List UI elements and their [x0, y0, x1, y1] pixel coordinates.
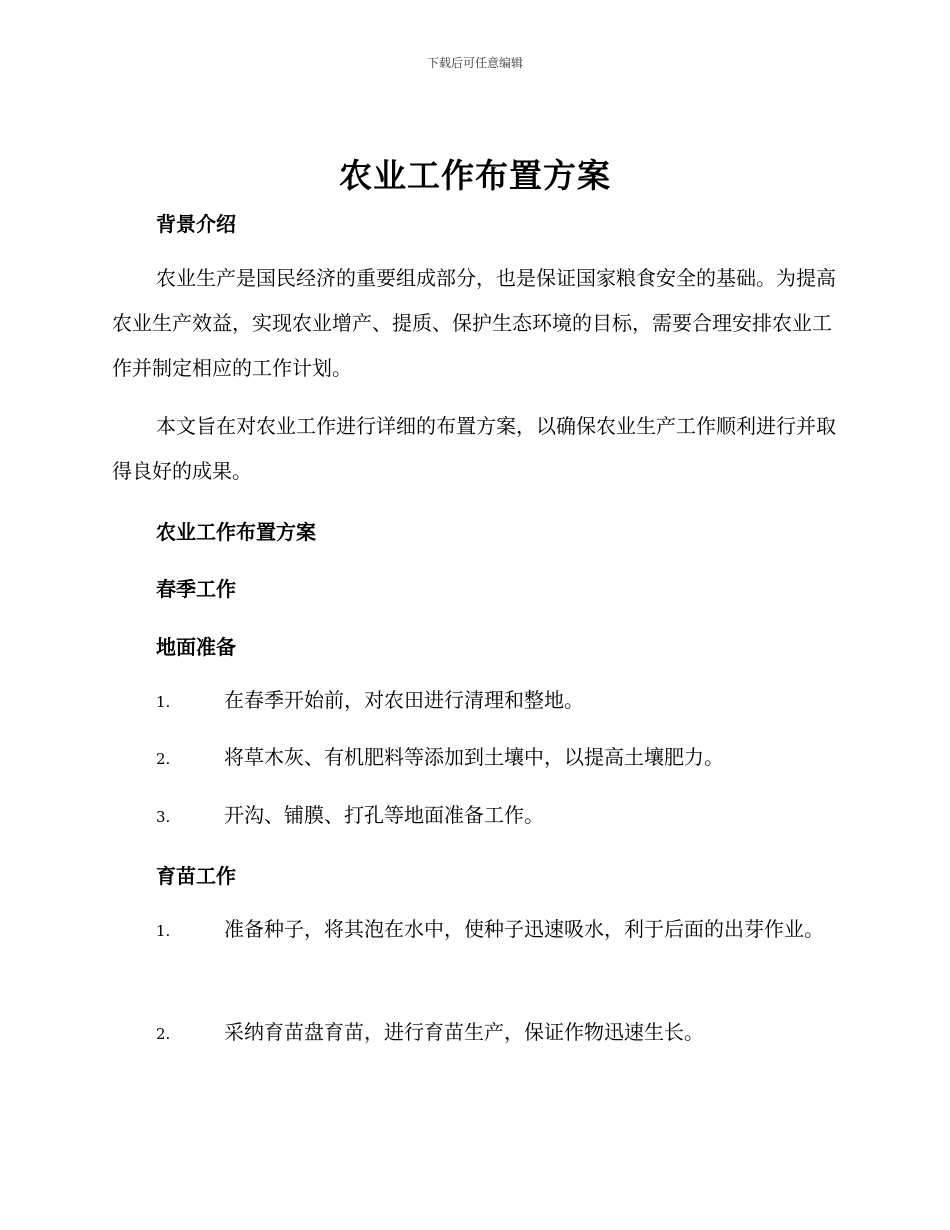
- list-item-text: 在春季开始前，对农田进行清理和整地。: [224, 688, 584, 712]
- list-item-text: 开沟、铺膜、打孔等地面准备工作。: [224, 803, 544, 827]
- list-item-text: 采纳育苗盘育苗，进行育苗生产，保证作物迅速生长。: [224, 1020, 704, 1044]
- list-item-number: 1.: [156, 922, 171, 940]
- list-item: [112, 793, 836, 840]
- section-heading-background: 背景介绍: [156, 212, 236, 236]
- list-item: [112, 1010, 836, 1057]
- list-item-number: 1.: [156, 693, 171, 711]
- list-item-text: 将草木灰、有机肥料等添加到土壤中，以提高土壤肥力。: [224, 745, 724, 769]
- header-note: 下载后可任意编辑: [426, 56, 523, 70]
- list-item-text: 准备种子，将其泡在水中，使种子迅速吸水，利于后面的出芽作业。: [224, 917, 824, 941]
- list-item-number: 2.: [156, 1025, 171, 1043]
- section-heading-ground: 地面准备: [156, 635, 236, 659]
- list-item-number: 2.: [156, 750, 171, 768]
- list-item: [112, 907, 836, 954]
- list-item: [112, 735, 836, 782]
- section-heading-seedling: 育苗工作: [156, 864, 236, 888]
- section-heading-plan: 农业工作布置方案: [156, 520, 316, 544]
- document-title: 农业工作布置方案: [339, 156, 611, 195]
- section-heading-spring: 春季工作: [156, 577, 236, 601]
- list-item-number: 3.: [156, 808, 171, 826]
- list-item: [112, 678, 836, 725]
- paragraph-background-2: 本文旨在对农业工作进行详细的布置方案，以确保农业生产工作顺利进行并取得良好的成果。: [112, 414, 836, 483]
- paragraph-background-1: 农业生产是国民经济的重要组成部分，也是保证国家粮食安全的基础。为提高农业生产效益，实现农业增产、提质、保护生态环境的目标，需要合理安排农业工作并制定相应的工作计划。: [112, 266, 836, 380]
